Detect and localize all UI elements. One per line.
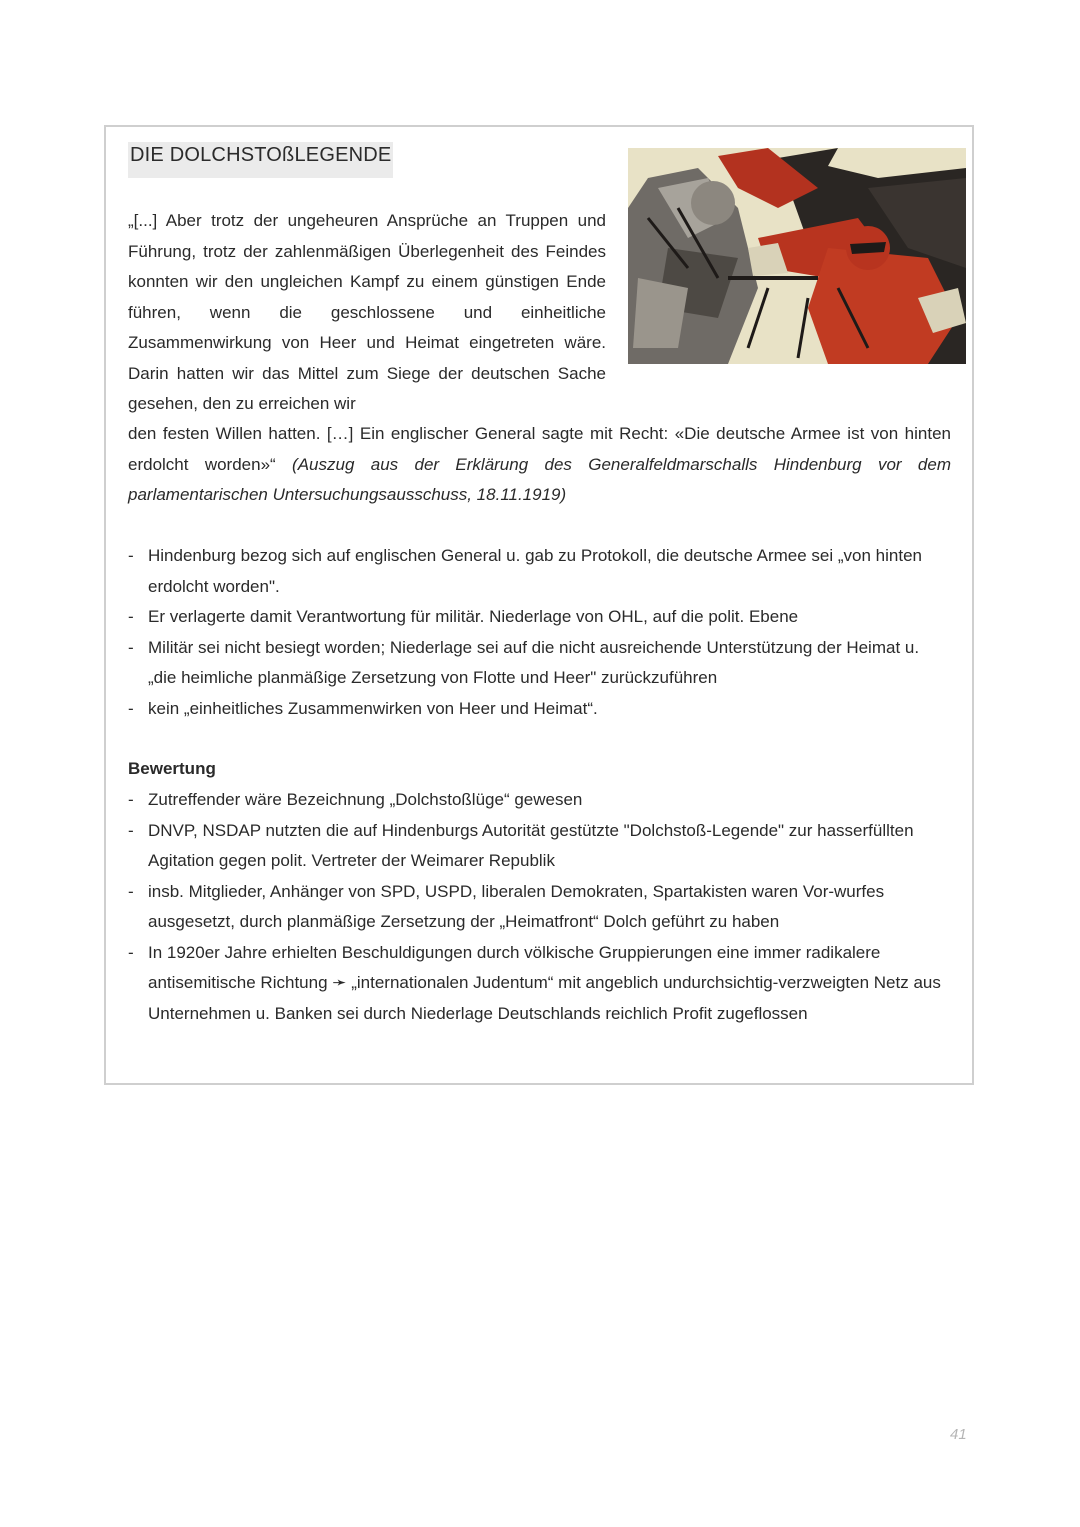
list-item: - Militär sei nicht besiegt worden; Niederlage sei auf die nicht ausreichende Unterstützung der Heimat u. „die heimliche planmäßige Zersetzung von Flotte und Heer" zurückzuführen	[128, 633, 951, 694]
dash-marker: -	[128, 820, 134, 840]
analysis-list	[128, 541, 951, 724]
list-item: - Er verlagerte damit Verantwortung für militär. Niederlage von OHL, auf die polit. Ebene	[128, 602, 951, 633]
list-item: - Hindenburg bezog sich auf englischen General u. gab zu Protokoll, die deutsche Armee sei „von hinten erdolcht worden".	[128, 541, 951, 602]
dash-marker: -	[128, 790, 134, 809]
quote-continuation: den festen Willen hatten. […] Ein englischer General sagte mit Recht: «Die deutsche Armee ist von hinten erdolcht worden»“	[128, 424, 951, 474]
list-item: - kein „einheitliches Zusammenwirken von Heer und Heimat“.	[128, 694, 951, 725]
list-item: - In 1920er Jahre erhielten Beschuldigungen durch völkische Gruppierungen eine immer radikalere antisemitische Richtung ➛ „internationalen Judentum“ mit angeblich undurchsichtig-verzweigten Netz aus Unternehmen u. Banken sei durch Niederlage Deutschlands reichlich Profit zugeflossen	[128, 938, 951, 1030]
dash-marker: -	[128, 881, 134, 901]
dash-marker: -	[128, 546, 134, 565]
evaluation-heading: Bewertung	[128, 759, 216, 778]
dash-marker: -	[128, 942, 134, 962]
dash-marker: -	[128, 698, 134, 718]
list-item: - DNVP, NSDAP nutzten die auf Hindenburgs Autorität gestützte "Dolchstoß-Legende" zur hasserfüllten Agitation gegen polit. Vertreter der Weimarer Republik	[128, 816, 951, 877]
list-item: - insb. Mitglieder, Anhänger von SPD, USPD, liberalen Demokraten, Spartakisten waren Vor-wurfes ausgesetzt, durch planmäßige Zersetzung der „Heimatfront“ Dolch geführt zu haben	[128, 877, 951, 938]
quote-text-part1: „[...] Aber trotz der ungeheuren Ansprüche an Truppen und Führung, trotz der zahlenmäßigen Überlegenheit des Feindes konnten wir den ungleichen Kampf zu einem günstigen Ende führen, wenn die geschlossene und einheitliche Zusammenwirkung von Heer und Heimat eingetreten wäre. Darin hatten wir das Mittel zum Siege der deutschen Sache gesehen, den zu erreichen wir	[128, 211, 606, 413]
quote-text-part2	[128, 419, 951, 511]
page-number: 41	[950, 1426, 967, 1443]
dolchstoss-illustration	[628, 148, 966, 364]
quote-source: (Auszug aus der Erklärung des Generalfeldmarschalls Hindenburg vor dem parlamentarischen Untersuchungsausschuss, 18.11.1919)	[128, 454, 951, 504]
list-item: - Zutreffender wäre Bezeichnung „Dolchstoßlüge“ gewesen	[128, 785, 951, 816]
dash-marker: -	[128, 637, 134, 657]
evaluation-list	[128, 785, 951, 1029]
page-title: DIE DOLCHSTOßLEGENDE	[128, 142, 393, 178]
dash-marker: -	[128, 607, 134, 626]
